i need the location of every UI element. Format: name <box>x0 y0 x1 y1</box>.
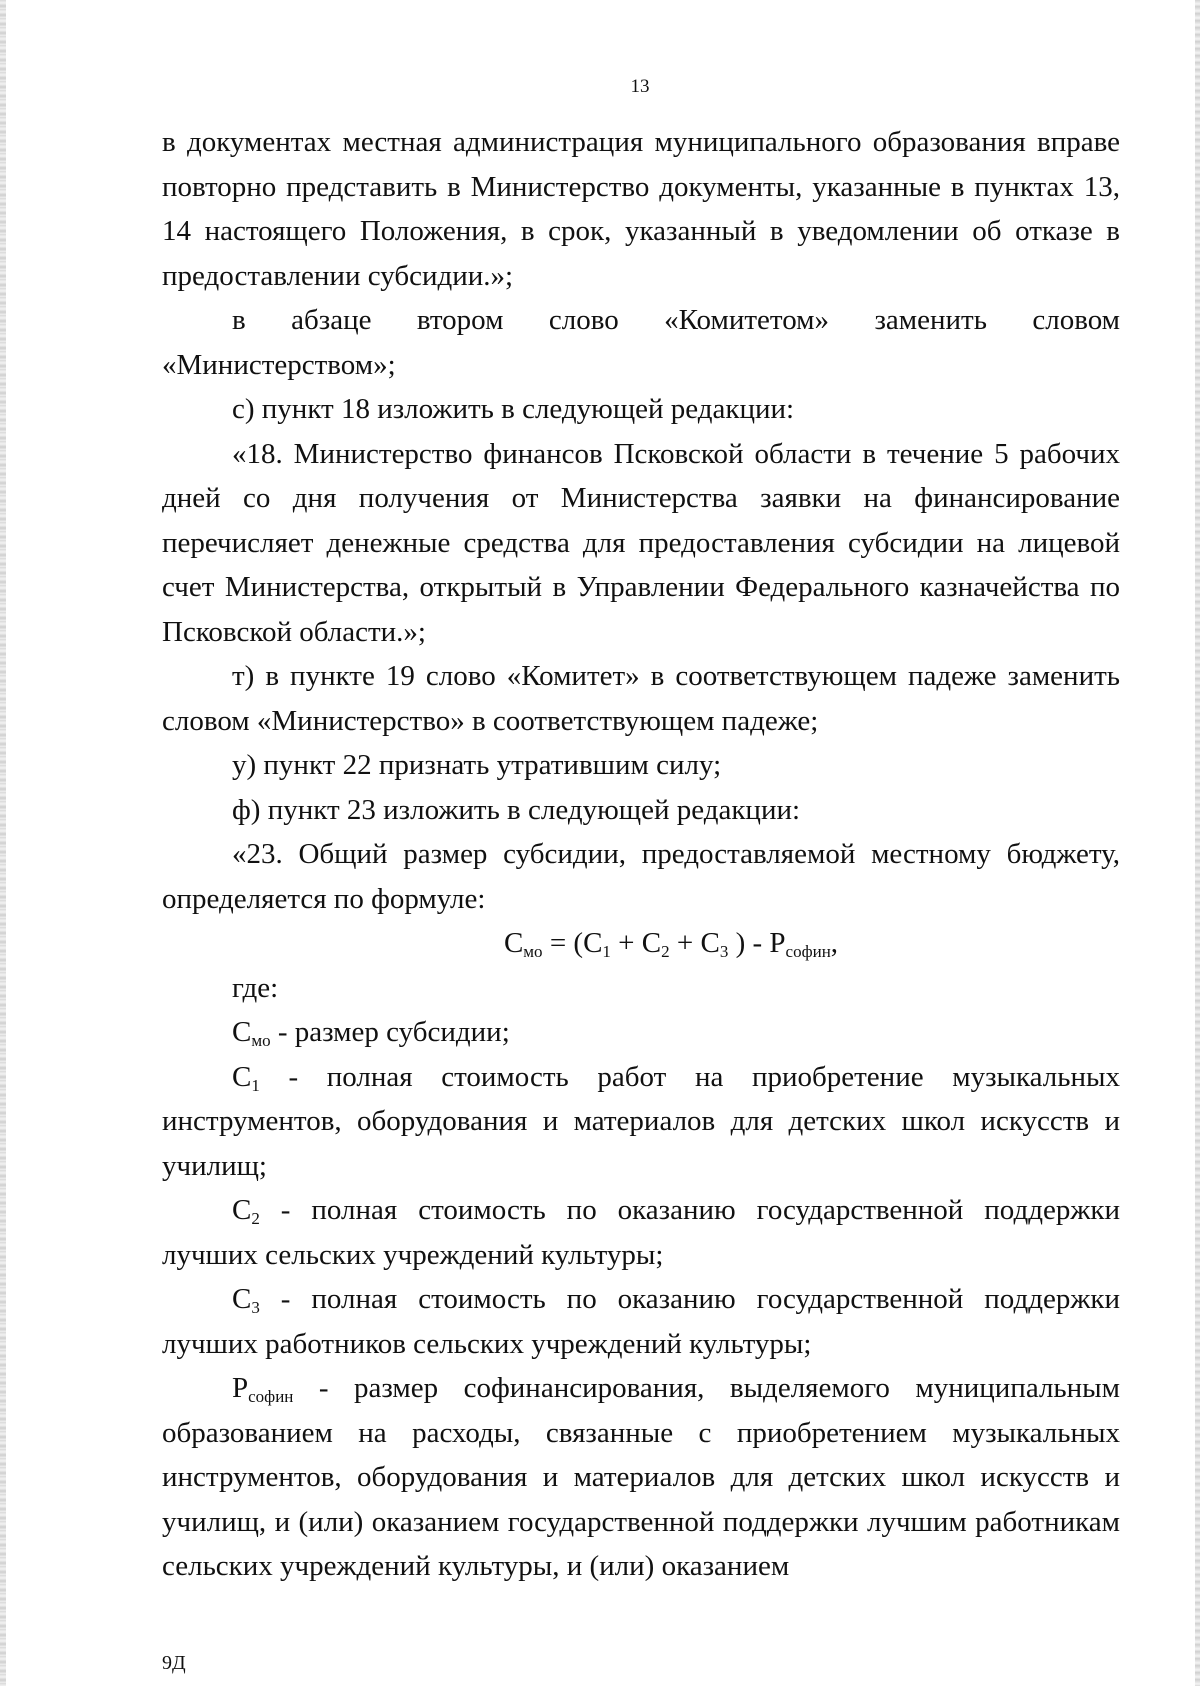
footer-document-code: 9Д <box>162 1652 186 1674</box>
definition-psofin: $Р_{софин}$ - размер софинансирования, выделяемого муниципальным образованием на расходы, связанные с приобретением музыкальных инструментов, оборудования и материалов для детских школ искусств и училищ, и (или) оказанием государственной поддержки лучшим работникам сельских учреждений культуры, и (или) оказанием <box>162 1372 1120 1582</box>
page-number: 13 <box>630 76 650 97</box>
paragraph-item-f: ф) пункт 23 изложить в следующей редакции: <box>232 793 801 826</box>
paragraph-point-18: «18. Министерство финансов Псковской области в течение 5 рабочих дней со дня получения от Министерства заявки на финансирование перечисляет денежные средства для предоставления субсидии на лицевой счет Министерства, открытый в Управлении Федерального казначейства по Псковской области.»; <box>162 437 1120 648</box>
definition-c1: $С_1$ - полная стоимость работ на приобретение музыкальных инструментов, оборудования и материалов для детских школ искусств и училищ; <box>162 1060 1120 1182</box>
where-label: где: <box>232 971 279 1004</box>
scan-edge-right <box>1195 0 1200 1686</box>
subsidy-formula: $С_{мо} = (С_1 + С_2 + С_3$ ) - $Р_{софин}$, <box>503 927 839 961</box>
document-body <box>162 120 1120 1589</box>
paragraph-item-s: с) пункт 18 изложить в следующей редакции: <box>232 393 795 425</box>
scan-edge-left <box>0 0 6 1686</box>
paragraph-continuation: в документах местная администрация муниципального образования вправе повторно представить в Министерство документы, указанные в пунктах 13, 14 настоящего Положения, в срок, указанный в уведомлении об отказе в предоставлении субсидии.»; <box>162 126 1120 292</box>
definition-c2: $С_2$ - полная стоимость по оказанию государственной поддержки лучших сельских учреждений культуры; <box>162 1194 1120 1271</box>
paragraph-amend-second-abzac: в абзаце втором слово «Комитетом» заменить словом «Министерством»; <box>162 304 1120 381</box>
definition-cmo: $С_{мо}$ - размер субсидии; <box>232 1016 510 1050</box>
paragraph-item-t: т) в пункте 19 слово «Комитет» в соответствующем падеже заменить словом «Министерство» в соответствующем падеже; <box>162 660 1120 737</box>
definition-c3: $С_3$ - полная стоимость по оказанию государственной поддержки лучших работников сельских учреждений культуры; <box>162 1283 1120 1360</box>
paragraph-item-u: у) пункт 22 признать утратившим силу; <box>232 749 722 781</box>
paragraph-point-23: «23. Общий размер субсидии, предоставляемой местному бюджету, определяется по формуле: <box>162 838 1120 915</box>
